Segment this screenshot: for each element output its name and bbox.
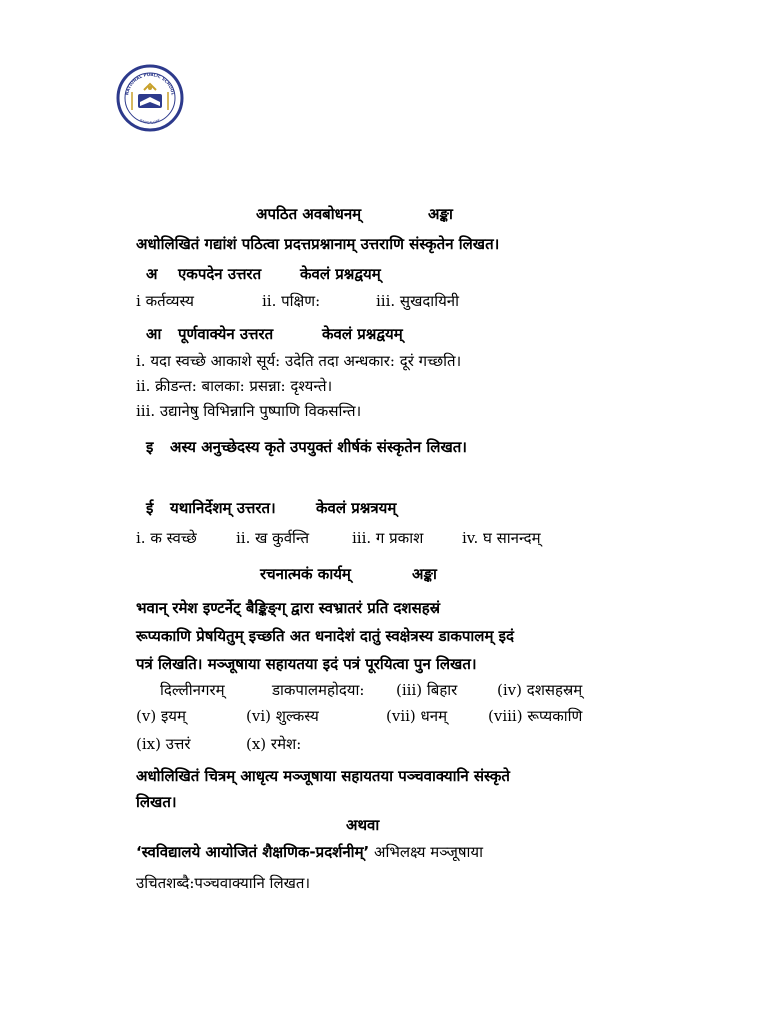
alt-task-line [136, 845, 483, 860]
box-word: (v) इयम् [136, 707, 186, 725]
part-ii-label: ई [146, 499, 154, 517]
box-word: (ix) उत्तरं [136, 735, 191, 753]
box-word: (vi) शुल्कस्य [246, 707, 319, 725]
box-word: (iii) बिहार [396, 681, 458, 699]
part-aa-text: पूर्णवाक्येन उत्तरत [178, 325, 274, 343]
part-aa-item: ii. क्रीडन्त: बालका: प्रसन्ना: दृश्यन्ते। [136, 377, 333, 395]
part-i-label: इ [146, 438, 154, 456]
section-heading [256, 207, 361, 222]
box-word: (x) रमेश: [246, 735, 302, 753]
box-word: डाकपालमहोदया: [272, 681, 365, 699]
part-ii-item: ii. ख कुर्वन्ति [236, 529, 310, 547]
part-aa-item: iii. उद्यानेषु विभिन्नानि पुष्पाणि विकसन्ति। [136, 402, 362, 420]
or-label: अथवा [346, 816, 380, 834]
part-ii-text: यथानिर्देशम् उत्तरत। [170, 499, 276, 517]
heading-title: अपठित अवबोधनम् [256, 205, 362, 223]
part-aa-item: i. यदा स्वच्छे आकाशे सूर्य: उदेति तदा अन्धकार: दूरं गच्छति। [136, 352, 462, 370]
section2-heading: रचनात्मकं कार्यम् [260, 565, 351, 583]
logo-top-text: NATIONAL PUBLIC SCHOOL [124, 71, 176, 96]
school-logo [116, 64, 184, 132]
part-a-item: iii. सुखदायिनी [376, 292, 459, 310]
part-ii-item: iv. घ सानन्दम् [462, 529, 541, 547]
instruction-text: अधोलिखितं गद्यांशं पठित्वा प्रदत्तप्रश्नानाम् उत्तराणि संस्कृतेन लिखत। [136, 235, 500, 253]
part-ii-item: i. क स्वच्छे [136, 529, 197, 547]
part-i-text: अस्य अनुच्छेदस्य कृते उपयुक्तं शीर्षकं संस्कृतेन लिखत। [170, 438, 467, 456]
picture-task-line: अधोलिखितं चित्रम् आधृत्य मञ्जूषाया सहायतया पञ्चवाक्यानि संस्कृते [136, 767, 510, 785]
marks-label: अङ्का [428, 205, 453, 223]
part-ii-note: केवलं प्रश्नत्रयम् [316, 499, 397, 517]
part-aa-label: आ [146, 325, 162, 343]
part-aa-note: केवलं प्रश्नद्वयम् [322, 325, 403, 343]
box-word: (iv) दशसहस्रम् [497, 681, 583, 699]
letter-task-line: रूप्यकाणि प्रेषयितुम् इच्छति अत धनादेशं दातुं स्वक्षेत्रस्य डाकपालम् इदं [136, 627, 514, 645]
box-word: (vii) धनम् [386, 707, 448, 725]
part-a-item: ii. पक्षिण: [262, 292, 321, 310]
part-ii-item: iii. ग प्रकाश [352, 529, 424, 547]
box-word: दिल्लीनगरम् [160, 681, 225, 699]
letter-task-line: भवान् रमेश इण्टर्नेट् बैङ्किङ्ग् द्वारा स्वभ्रातरं प्रति दशसहस्रं [136, 599, 441, 617]
alt-task-line2: उचितशब्दै:पञ्चवाक्यानि लिखत। [136, 874, 311, 892]
part-a-note: केवलं प्रश्नद्वयम् [300, 265, 381, 283]
heading-marks [428, 207, 453, 222]
letter-task-line: पत्रं लिखति। मञ्जूषाया सहायतया इदं पत्रं पूरयित्वा पुन लिखत। [136, 655, 477, 673]
school-emblem-icon [116, 64, 184, 132]
box-word: (viii) रूप्यकाणि [488, 707, 583, 725]
part-a-item: i कर्तव्यस्य [136, 292, 195, 310]
part-a-label: अ [146, 265, 158, 283]
alt-task-title: ‘स्वविद्यालये आयोजितं शैक्षणिक-प्रदर्शनीम्’ [136, 843, 370, 861]
picture-task-line: लिखत। [136, 793, 177, 811]
logo-bottom-text: BANGALORE [138, 118, 162, 126]
part-a-text: एकपदेन उत्तरत [178, 265, 262, 283]
alt-task-rest: अभिलक्ष्य मञ्जूषाया [369, 843, 483, 861]
section2-marks: अङ्का [412, 565, 437, 583]
